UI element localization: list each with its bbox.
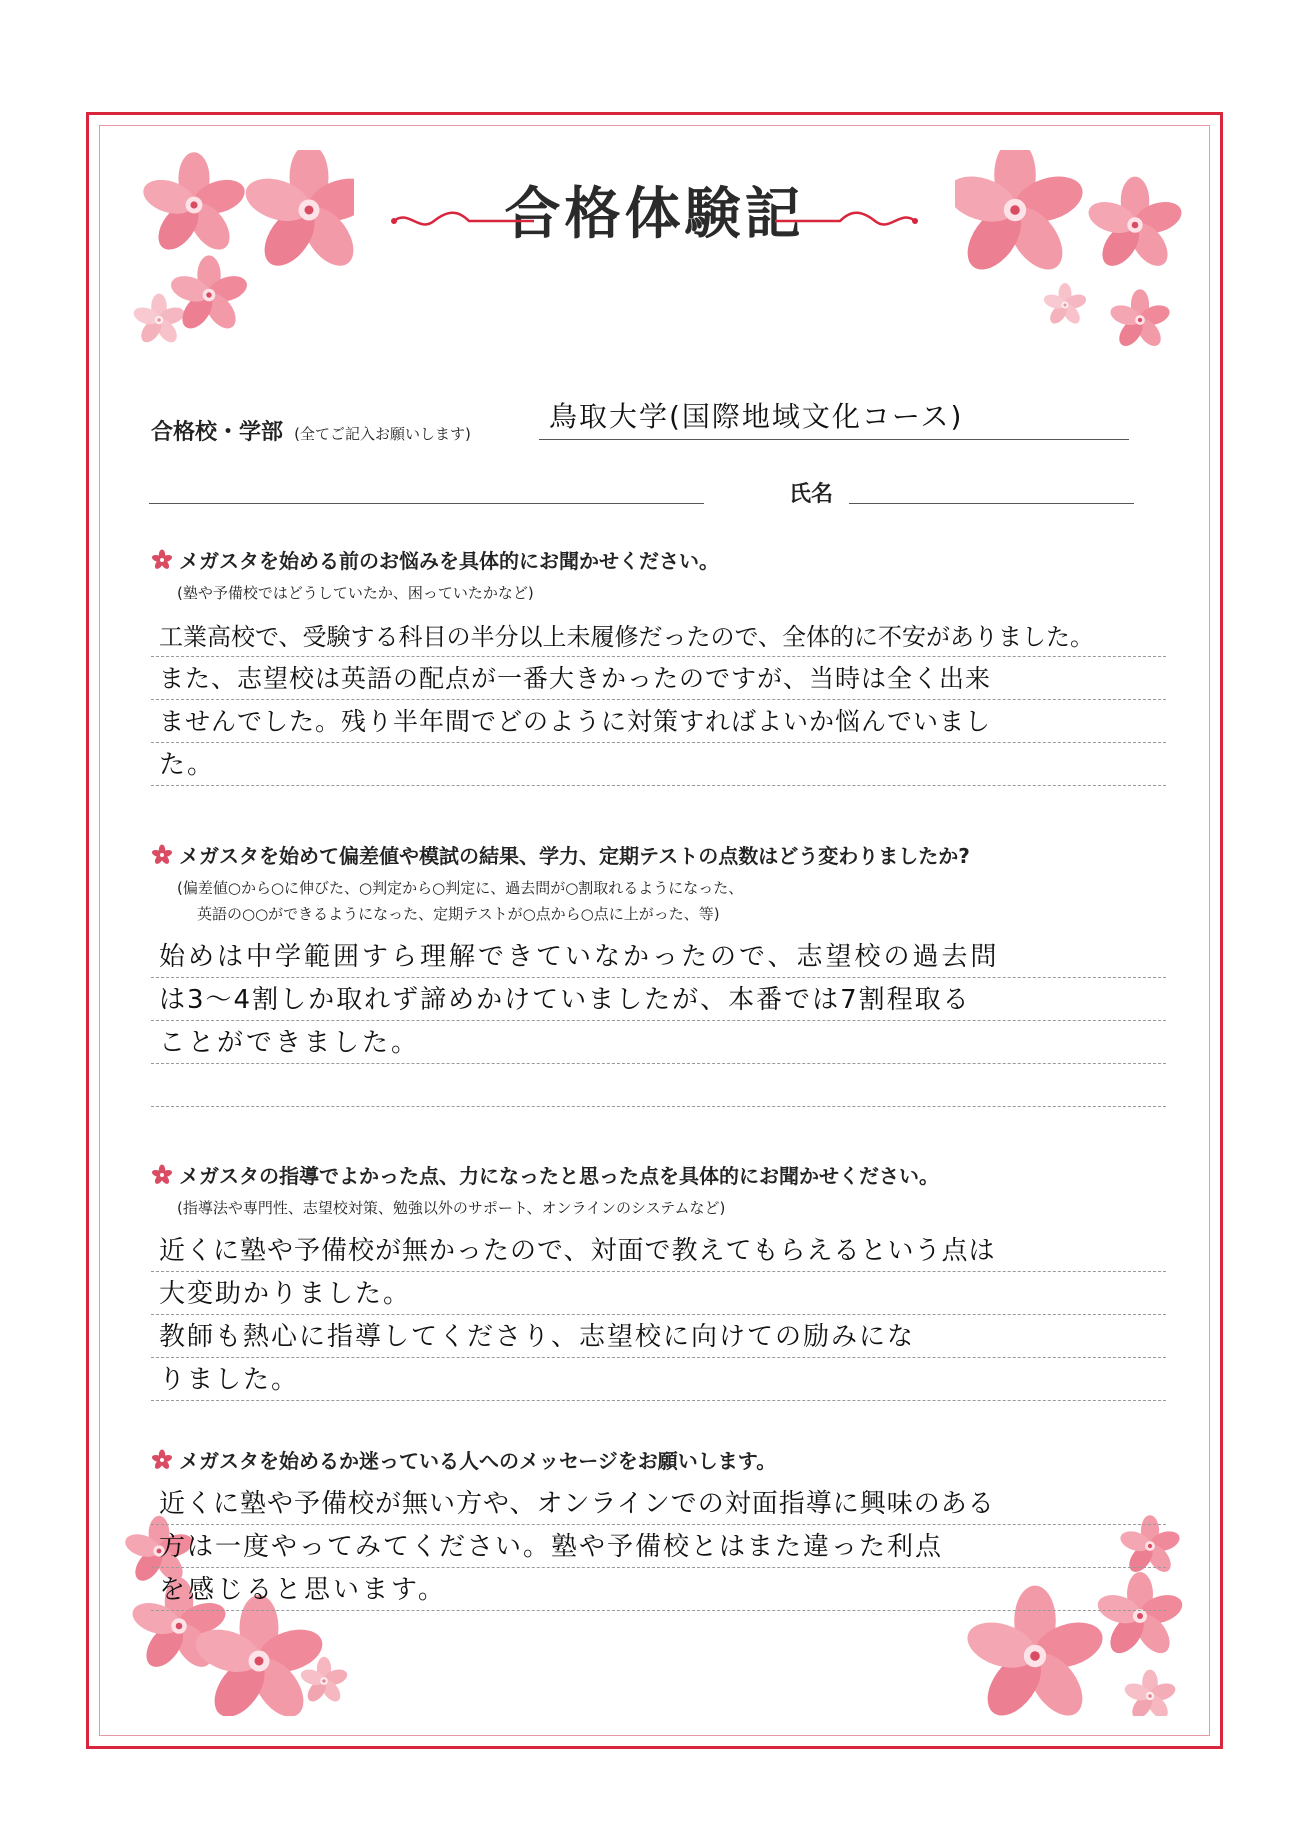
blossom-bullet-icon bbox=[151, 549, 173, 571]
question-hint: (塾や予備校ではどうしていたか、困っていたかなど) bbox=[177, 584, 534, 602]
question-hint: (指導法や専門性、志望校対策、勉強以外のサポート、オンラインのシステムなど) bbox=[177, 1199, 726, 1217]
answer-line: ませんでした。残り半年間でどのように対策すればよいか悩んでいまし bbox=[151, 700, 1166, 743]
name-label: 氏名 bbox=[789, 482, 834, 507]
school-note: (全てご記入お願いします) bbox=[294, 425, 471, 443]
answer-line: は3～4割しか取れず諦めかけていましたが、本番では7割程取る bbox=[151, 978, 1166, 1021]
answer-area[interactable] bbox=[151, 1482, 1166, 1611]
page-title: 合格体験記 bbox=[504, 181, 805, 247]
answer-line: りました。 bbox=[151, 1358, 1166, 1401]
school-value: 鳥取大学(国際地域文化コース) bbox=[549, 400, 964, 433]
answer-area[interactable] bbox=[151, 935, 1166, 1107]
title-flourish-right-icon bbox=[770, 207, 920, 235]
question-text: メガスタの指導でよかった点、力になったと思った点を具体的にお聞かせください。 bbox=[179, 1164, 939, 1188]
school-field[interactable] bbox=[539, 397, 1129, 440]
answer-area[interactable] bbox=[151, 1229, 1166, 1401]
blossom-bullet-icon bbox=[151, 844, 173, 866]
answer-line: ことができました。 bbox=[151, 1021, 1166, 1064]
question-text: メガスタを始めるか迷っている人へのメッセージをお願いします。 bbox=[179, 1449, 777, 1473]
question-text: メガスタを始めて偏差値や模試の結果、学力、定期テストの点数はどう変わりましたか? bbox=[179, 844, 970, 868]
question-hint: (偏差値○から○に伸びた、○判定から○判定に、過去問が○割取れるようになった、 英語の○○ができるようになった、定期テストが○点から○点に上がった、等) bbox=[177, 879, 744, 923]
section-worries bbox=[151, 545, 1166, 786]
blossom-bullet-icon bbox=[151, 1164, 173, 1186]
school-label-row bbox=[151, 415, 471, 446]
answer-line: 方は一度やってみてください。塾や予備校とはまた違った利点 bbox=[151, 1525, 1166, 1568]
school-label: 合格校・学部 bbox=[151, 420, 284, 445]
section-results bbox=[151, 840, 1166, 1107]
blank-line bbox=[149, 483, 704, 504]
answer-line: た。 bbox=[151, 743, 1166, 786]
experience-form-sheet bbox=[86, 112, 1223, 1749]
answer-line: 近くに塾や予備校が無い方や、オンラインでの対面指導に興味のある bbox=[151, 1482, 1166, 1525]
answer-line: 始めは中学範囲すら理解できていなかったので、志望校の過去問 bbox=[151, 935, 1166, 978]
answer-line: を感じると思います。 bbox=[151, 1568, 1166, 1611]
name-label-row bbox=[789, 477, 833, 508]
name-field[interactable] bbox=[849, 483, 1134, 504]
answer-area[interactable] bbox=[151, 614, 1166, 786]
blossom-bullet-icon bbox=[151, 1449, 173, 1471]
answer-line: 大変助かりました。 bbox=[151, 1272, 1166, 1315]
answer-line: 工業高校で、受験する科目の半分以上未履修だったので、全体的に不安がありました。 bbox=[151, 614, 1166, 657]
section-message bbox=[151, 1445, 1166, 1611]
answer-line: また、志望校は英語の配点が一番大きかったのですが、当時は全く出来 bbox=[151, 657, 1166, 700]
answer-line bbox=[151, 1064, 1166, 1107]
question-text: メガスタを始める前のお悩みを具体的にお聞かせください。 bbox=[179, 549, 719, 573]
title-area bbox=[89, 170, 1220, 250]
section-good-points bbox=[151, 1160, 1166, 1401]
answer-line: 教師も熱心に指導してくださり、志望校に向けての励みにな bbox=[151, 1315, 1166, 1358]
title-flourish-left-icon bbox=[389, 207, 539, 235]
answer-line: 近くに塾や予備校が無かったので、対面で教えてもらえるという点は bbox=[151, 1229, 1166, 1272]
